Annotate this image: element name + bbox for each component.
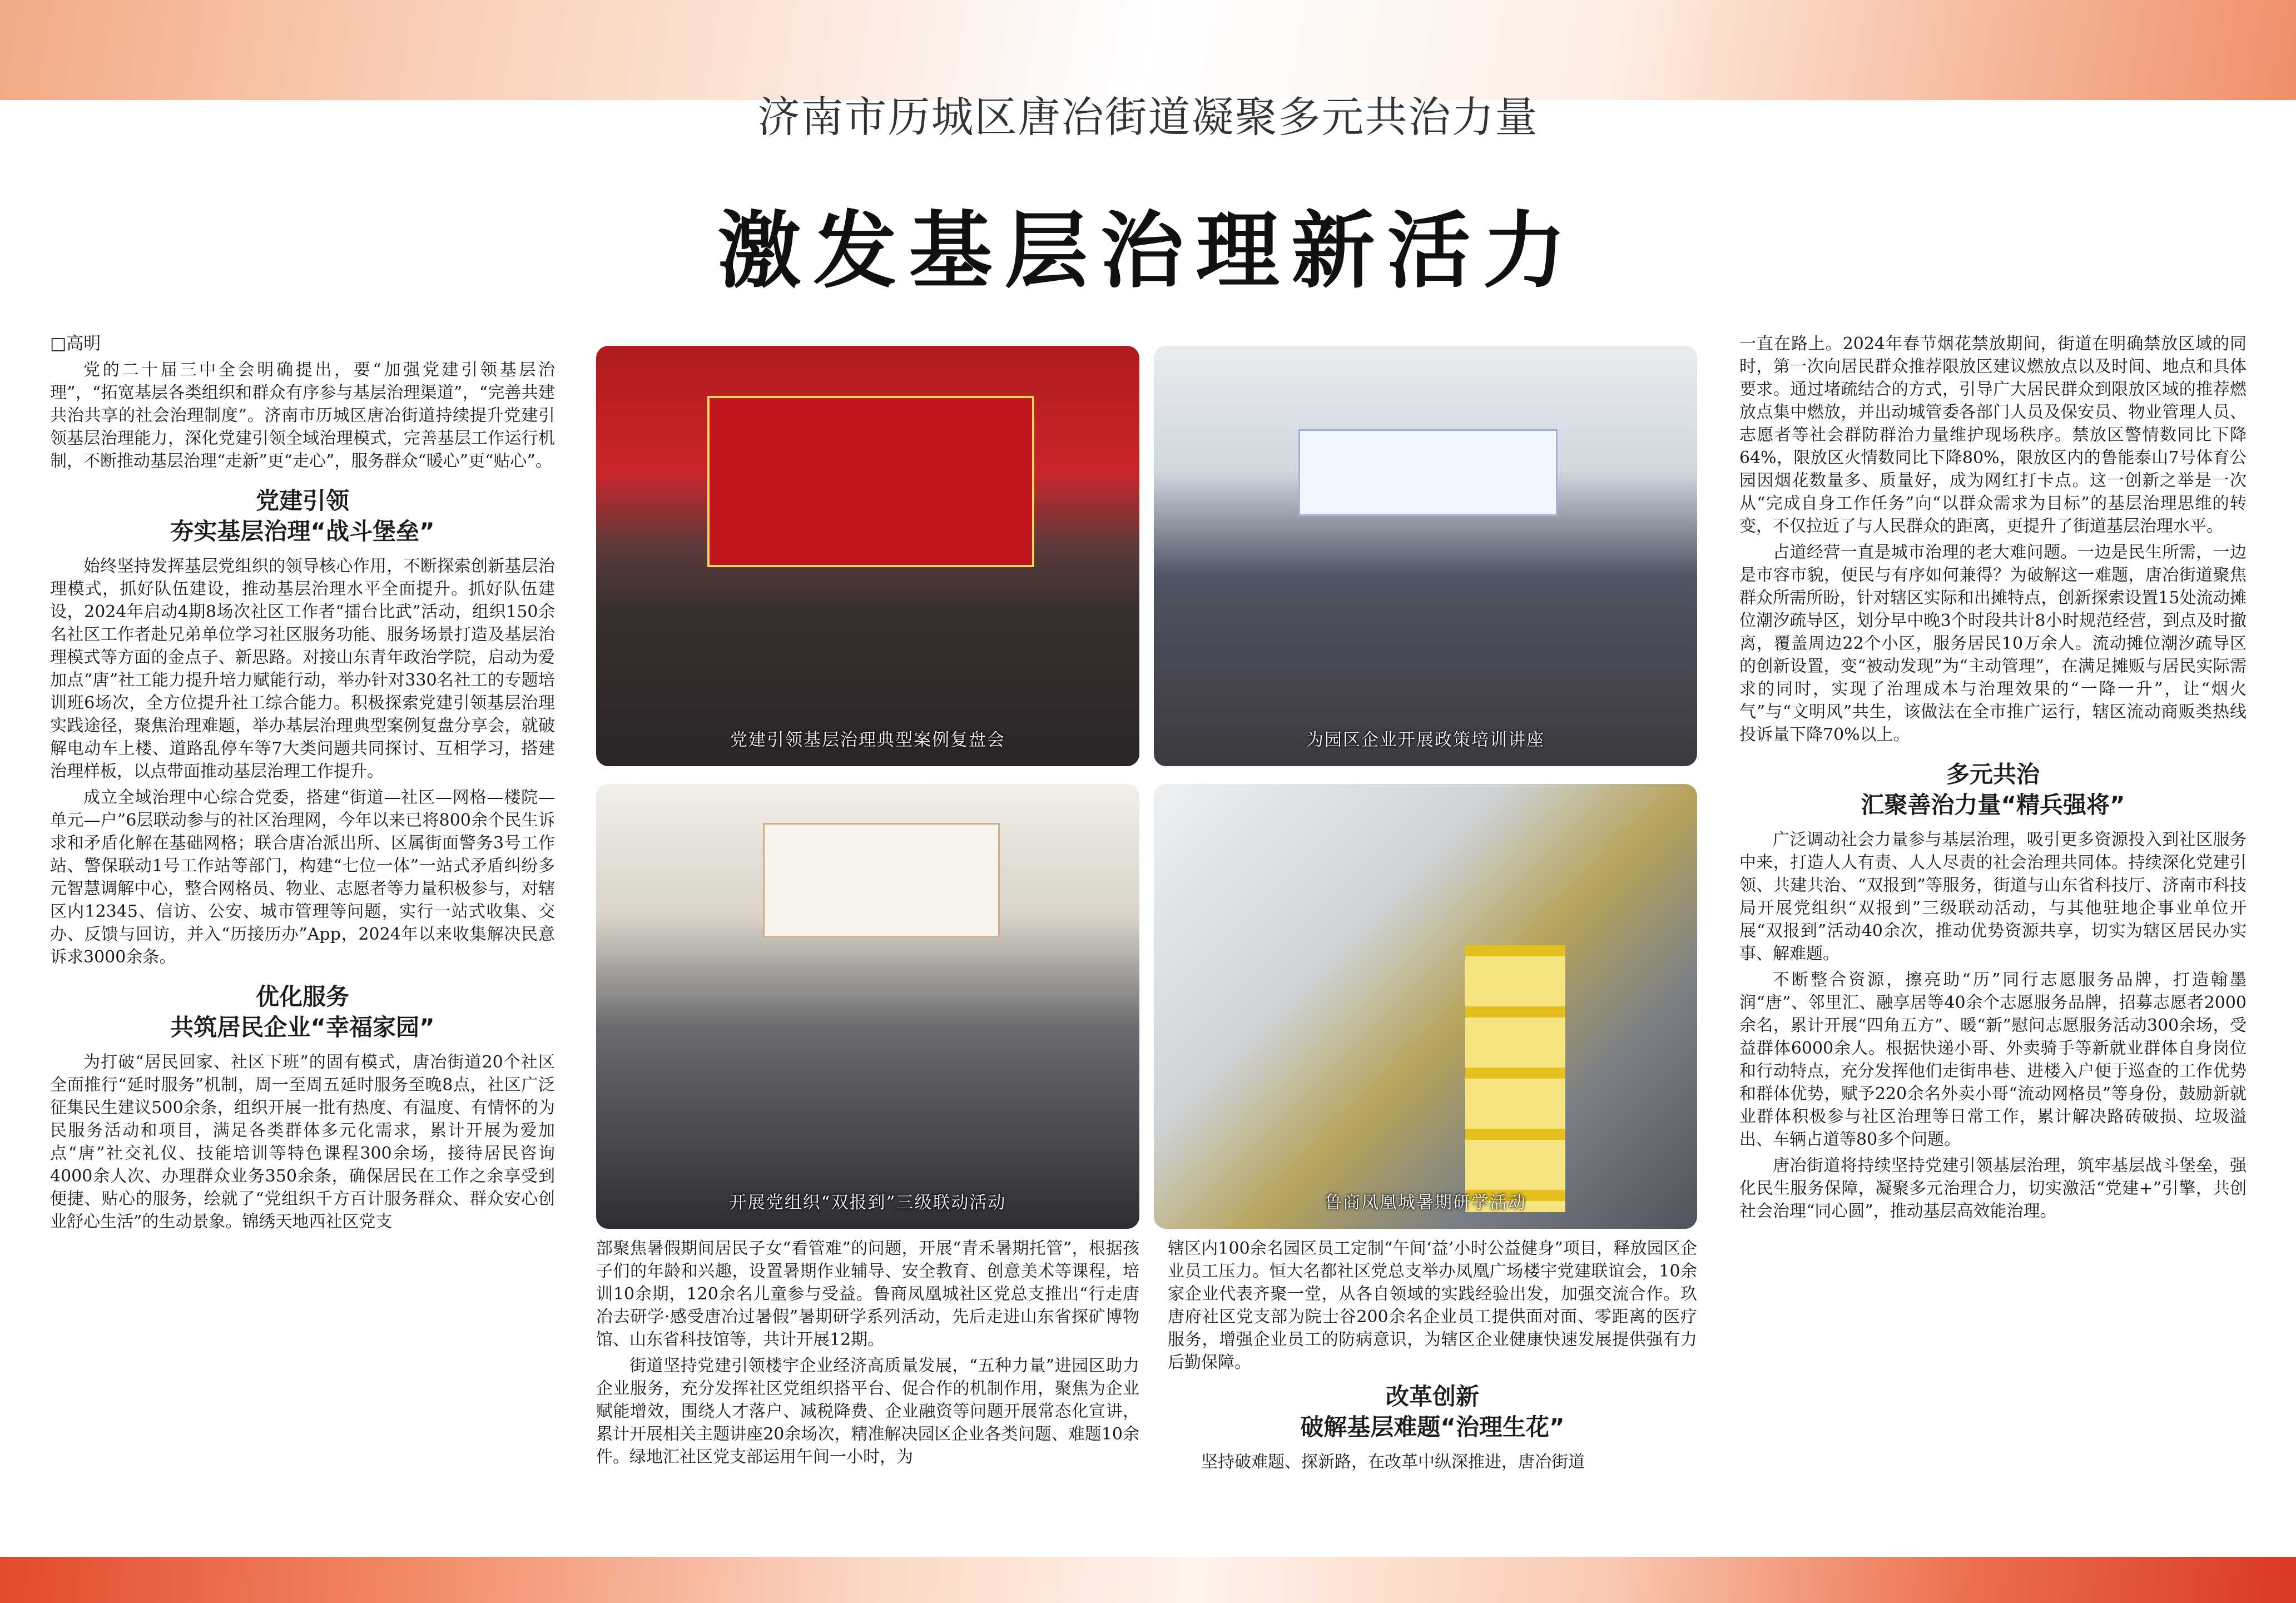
- yellow-shelf: [1465, 945, 1565, 1212]
- column-3: [1168, 1237, 1697, 1477]
- section-4-subheading: 汇聚善治力量“精兵强将”: [1861, 791, 2125, 818]
- paragraph: 为打破“居民回家、社区下班”的固有模式，唐冶街道20个社区全面推行“延时服务”机制，周一至周五延时服务至晚8点，社区广泛征集民生建议500余条，组织开展一批有热度、有温度、有情怀的为民服务活动和项目，满足各类群体多元化需求，累计开展为爱加点“唐”社交礼仪、技能培训等特色课程300余场，接待居民咨询4000余人次、办理群众业务350余条，确保居民在工作之余享受到便捷、贴心的服务，绘就了“党组织千方百计服务群众、群众安心创业舒心生活”的生动景象。锦绣天地西社区党支: [50, 1053, 555, 1232]
- paragraph: 辖区内100余名园区员工定制“午间‘益’小时公益健身”项目，释放园区企业员工压力。恒大名都社区党总支举办凤凰广场楼宇党建联谊会，10余家企业代表齐聚一堂，从各自领域的实践经验出发，加强交流合作。玖唐府社区党支部为院士谷200余名企业员工提供面对面、零距离的医疗服务，增强企业员工的防病意识，为辖区企业健康快速发展提供强有力后勤保障。: [1168, 1239, 1697, 1372]
- paragraph: 唐冶街道将持续坚持党建引领基层治理，筑牢基层战斗堡垒，强化民生服务保障，凝聚多元治理合力，切实激活“党建+”引擎，共创社会治理“同心圆”，推动基层高效能治理。: [1739, 1156, 2247, 1221]
- page-title: 激发基层治理新活力: [717, 203, 1579, 300]
- paragraph: 始终坚持发挥基层党组织的领导核心作用，不断探索创新基层治理模式，抓好队伍建设，推动基层治理水平全面提升。抓好队伍建设，2024年启动4期8场次社区工作者“擂台比武”活动，组织150余名社区工作者赴兄弟单位学习社区服务功能、服务场景打造及基层治理模式等方面的金点子、新思路。对接山东青年政治学院，启动为爱加点“唐”社工能力提升培力赋能行动，举办针对330名社工的专题培训班6场次，全方位提升社工综合能力。积极探索党建引领基层治理实践途径，聚焦治理难题，举办基层治理典型案例复盘分享会，就破解电动车上楼、道路乱停车等7大类问题共同探讨、互相学习，搭建治理样板，以点带面推动基层治理工作提升。: [50, 557, 555, 781]
- column-1: [50, 332, 555, 1237]
- paragraph: 占道经营一直是城市治理的老大难问题。一边是民生所需，一边是市容市貌，便民与有序如何兼得？为破解这一难题，唐冶街道聚焦群众所需所盼，针对辖区实际和出摊特点，创新探索设置15处流动摊位潮汐疏导区，划分早中晚3个时段共计8小时规范经营，到点及时撤离，覆盖周边22个小区，服务居民10万余人。流动摊位潮汐疏导区的创新设置，变“被动发现”为“主动管理”，在满足摊贩与居民实际需求的同时，实现了治理成本与治理效果的“一降一升”，让“烟火气”与“文明风”共生，该做法在全市推广运行，辖区流动商贩类热线投诉量下降70%以上。: [1739, 543, 2247, 745]
- paragraph: 街道坚持党建引领楼宇企业经济高质量发展，“五种力量”进园区助力企业服务，充分发挥社区党组织搭平台、促合作的机制作用，聚焦为企业赋能增效，围绕人才落户、减税降费、企业融资等问题开展常态化宣讲，累计开展相关主题讲座20余场次，精准解决园区企业各类问题、难题10余件。绿地汇社区党支部运用午间一小时，为: [596, 1356, 1139, 1467]
- paragraph: 不断整合资源，擦亮助“历”同行志愿服务品牌，打造翰墨润“唐”、邻里汇、融享居等40余个志愿服务品牌，招募志愿者2000余名，累计开展“四角五方”、暖“新”慰问志愿服务活动300余场，受益群体6000余人。根据快递小哥、外卖骑手等新就业群体自身岗位和行动特点，充分发挥他们走街串巷、进楼入户便于巡查的工作优势和群体优势，赋予220余名外卖小哥“流动网格员”等身份，鼓励新就业群体积极参与社区治理等日常工作，累计解决路砖破损、垃圾溢出、车辆占道等80多个问题。: [1739, 970, 2247, 1149]
- section-2-subheading: 共筑居民企业“幸福家园”: [170, 1014, 435, 1041]
- column-2: [596, 1237, 1139, 1472]
- meeting-screen: [763, 823, 1000, 937]
- section-2-heading: 优化服务: [255, 983, 349, 1010]
- bottom-banner-decoration: [0, 1557, 2296, 1603]
- photo-summer-study: [1154, 784, 1697, 1229]
- section-1-heading: 党建引领: [255, 487, 349, 514]
- photo-caption: 为园区企业开展政策培训讲座: [1306, 730, 1545, 750]
- paragraph: 部聚焦暑假期间居民子女“看管难”的问题，开展“青禾暑期托管”，根据孩子们的年龄和兴趣，设置暑期作业辅导、安全教育、创意美术等课程，培训10余期，120余名儿童参与受益。鲁商凤凰城社区党总支推出“行走唐冶去研学·感受唐冶过暑假”暑期研学系列活动，先后走进山东省探矿博物馆、山东省科技馆等，共计开展12期。: [596, 1239, 1139, 1349]
- photo-policy-lecture: [1154, 346, 1697, 766]
- photo-caption: 鲁商凤凰城暑期研学活动: [1325, 1193, 1526, 1213]
- intro-paragraph: 党的二十届三中全会明确提出，要“加强党建引领基层治理”，“拓宽基层各类组织和群众有序参与基层治理渠道”，“完善共建共治共享的社会治理制度”。济南市历城区唐冶街道持续提升党建引领基层治理能力，深化党建引领全域治理模式，完善基层工作运行机制，不断推动基层治理“走新”更“走心”，服务群众“暖心”更“贴心”。: [50, 360, 555, 471]
- paragraph: 坚持破难题、探新路，在改革中纵深推进，唐冶街道: [1201, 1452, 1585, 1472]
- paragraph: 成立全域治理中心综合党委，搭建“街道—社区—网格—楼院—单元—户”6层联动参与的社区治理网，今年以来已将800余个民生诉求和矛盾化解在基础网格；联合唐冶派出所、区属街面警务3号工作站、警保联动1号工作站等部门，构建“七位一体”一站式矛盾纠纷多元智慧调解中心，整合网格员、物业、志愿者等力量积极参与，对辖区内12345、信访、公安、城市管理等问题，实行一站式收集、交办、反馈与回访，并入“历接历办”App，2024年以来收集解决民意诉求3000余条。: [50, 788, 555, 967]
- photo-caption: 党建引领基层治理典型案例复盘会: [730, 730, 1005, 750]
- paragraph: 广泛调动社会力量参与基层治理，吸引更多资源投入到社区服务中来，打造人人有责、人人尽责的社会治理共同体。持续深化党建引领、共建共治、“双报到”等服务，街道与山东省科技厅、济南市科技局开展党组织“双报到”三级联动活动，与其他驻地企事业单位开展“双报到”活动40余次，推动优势资源共享，切实为辖区居民办实事、解难题。: [1739, 830, 2247, 964]
- photo-case-review-meeting: [596, 346, 1139, 766]
- photo-party-activity: [596, 784, 1139, 1229]
- page-subtitle: 济南市历城区唐冶街道凝聚多元共治力量: [757, 92, 1539, 142]
- section-4-heading: 多元共治: [1946, 761, 2040, 788]
- section-1-subheading: 夯实基层治理“战斗堡垒”: [170, 518, 435, 545]
- byline: □高明: [50, 334, 101, 354]
- column-4: [1739, 332, 2247, 1226]
- paragraph: 一直在路上。2024年春节烟花禁放期间，街道在明确禁放区域的同时，第一次向居民群众推荐限放区建议燃放点以及时间、地点和具体要求。通过堵疏结合的方式，引导广大居民群众到限放区域的推荐燃放点集中燃放，并出动城管委各部门人员及保安员、物业管理人员、志愿者等社会群防群治力量维护现场秩序。禁放区警情数同比下降64%，限放区火情数同比下降80%，限放区内的鲁能泰山7号体育公园因烟花数量多、质量好，成为网红打卡点。这一创新之举是一次从“完成自身工作任务”向“以群众需求为目标”的基层治理思维的转变，不仅拉近了与人民群众的距离，更提升了街道基层治理水平。: [1739, 334, 2247, 536]
- photo-caption: 开展党组织“双报到”三级联动活动: [729, 1193, 1006, 1213]
- section-3-subheading: 破解基层难题“治理生花”: [1300, 1413, 1565, 1441]
- lecture-screen: [1298, 429, 1558, 516]
- stage-screen: [707, 396, 1034, 567]
- section-3-heading: 改革创新: [1385, 1383, 1479, 1410]
